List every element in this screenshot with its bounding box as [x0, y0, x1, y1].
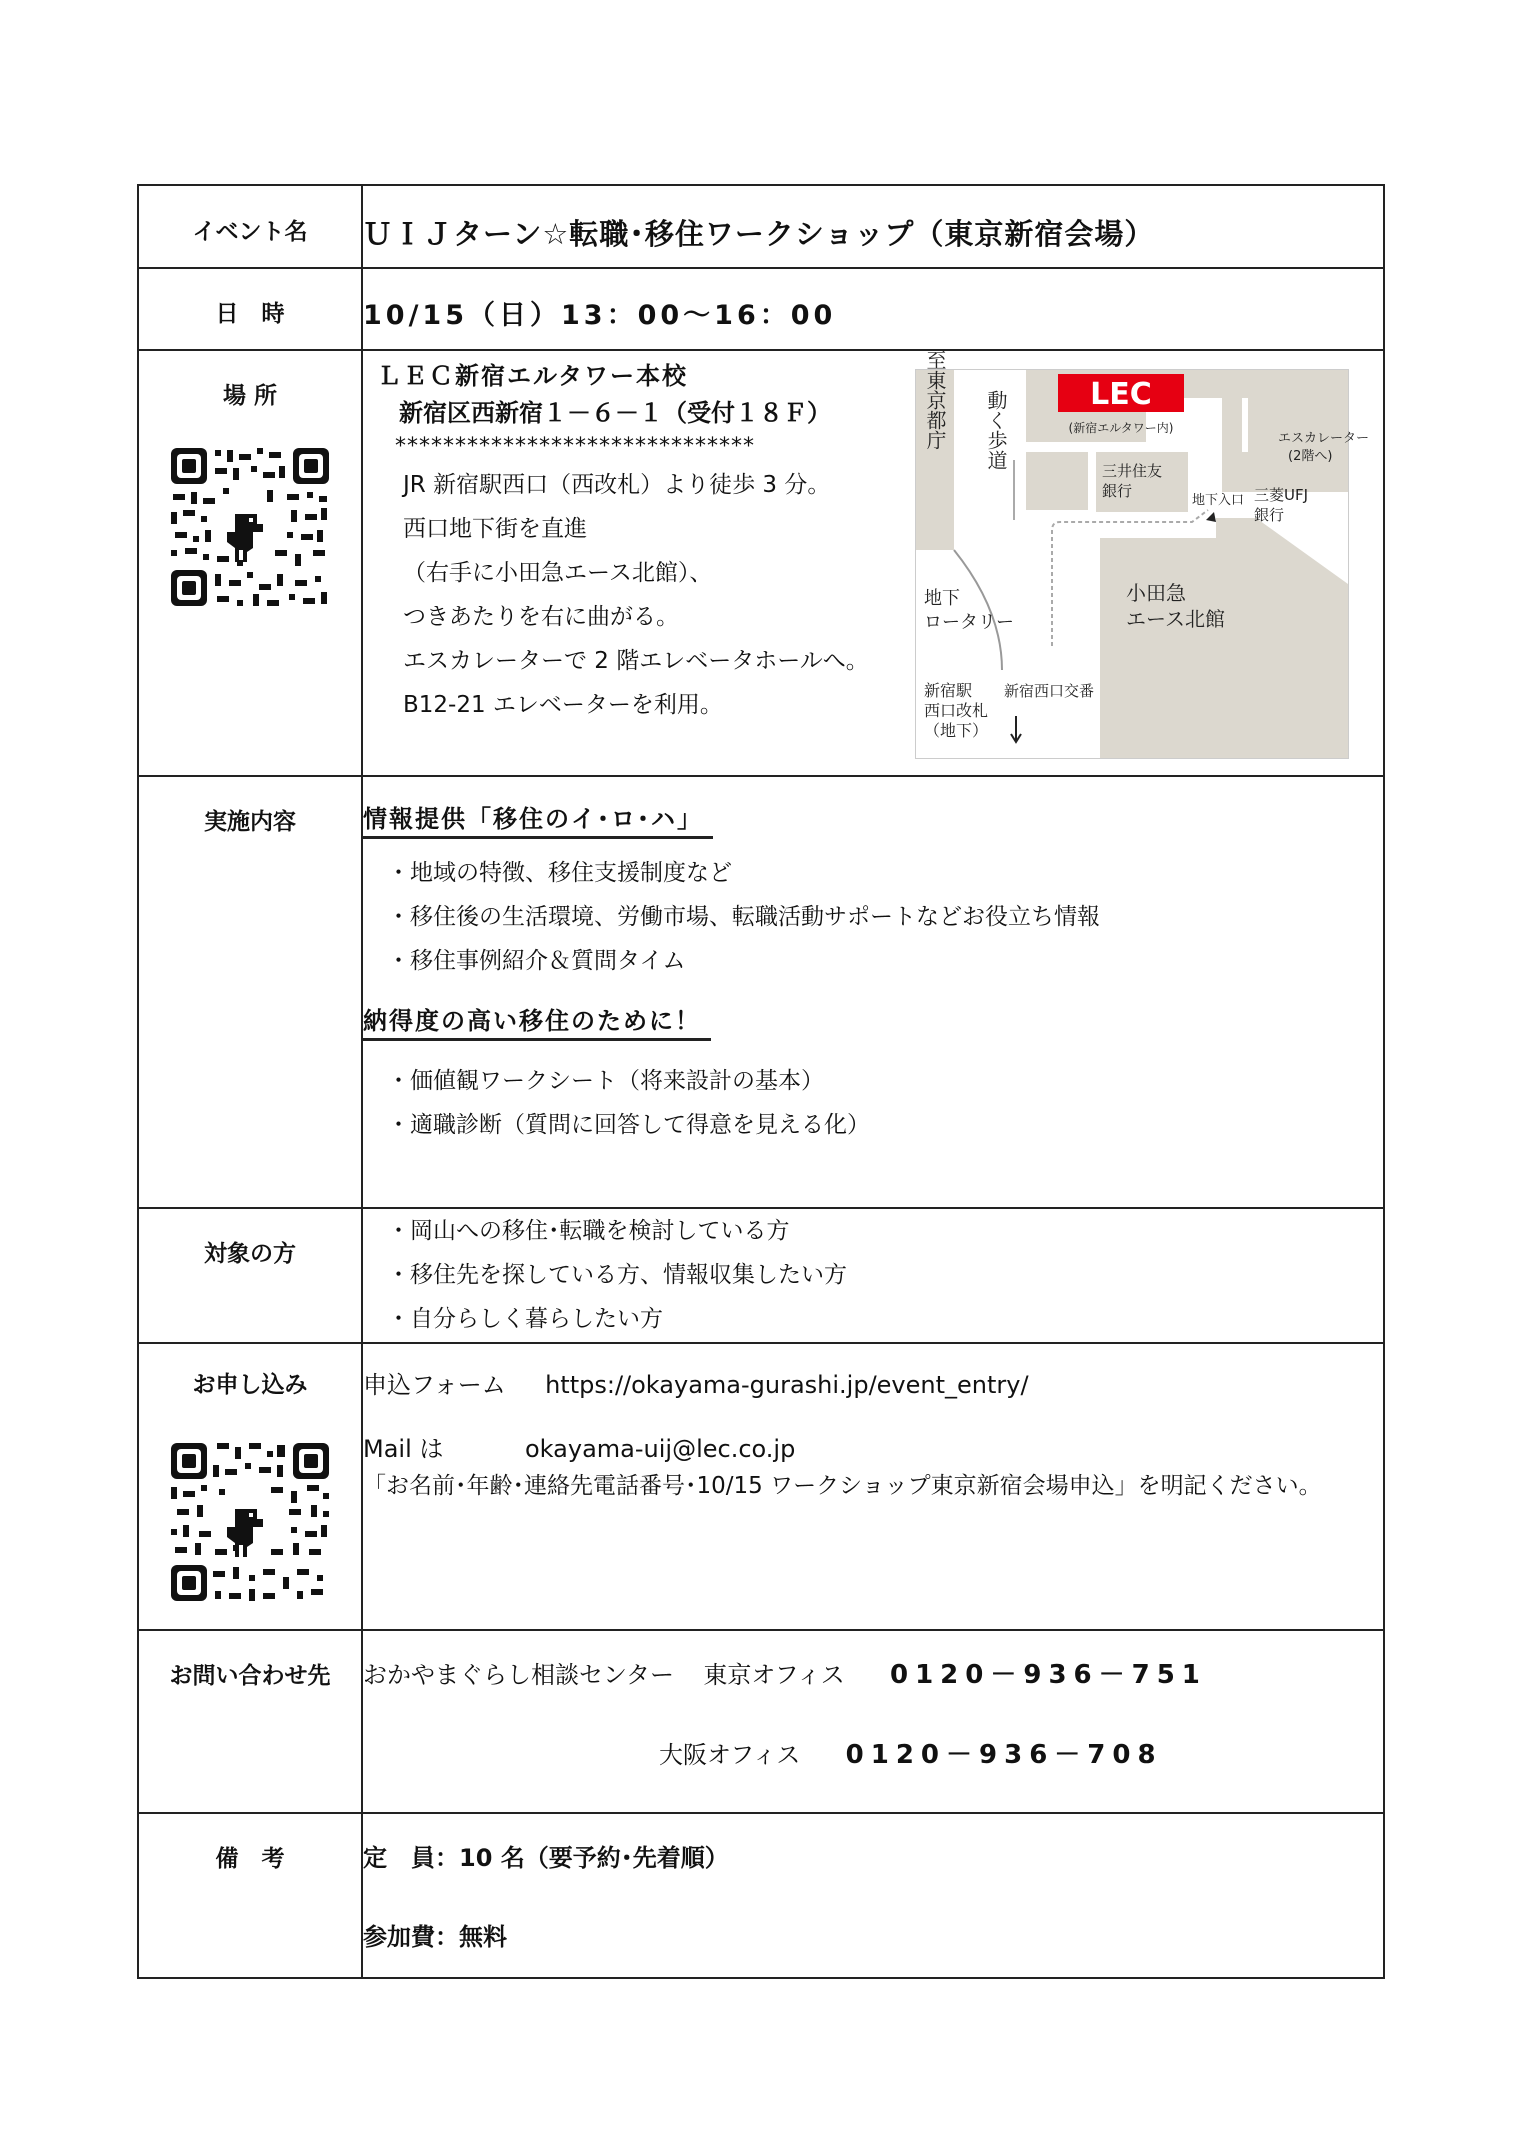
apply-form-line: [363, 1344, 1383, 1406]
direction-line-4: つきあたりを右に曲がる。: [403, 604, 679, 630]
direction-line-6: B12-21 エレベーターを利用。: [403, 692, 723, 718]
content-heading-2: 納得度の高い移住のために！: [363, 1001, 711, 1041]
map-label-odakyu-ace: エース北館: [1126, 607, 1225, 631]
map-label-escalator: エスカレーター: [1278, 431, 1370, 446]
label-contact: [138, 1630, 362, 1813]
place-cell: [362, 350, 1384, 776]
notes-capacity: 定 員：10 名（要予約･先着順）: [363, 1844, 729, 1872]
target-cell: [362, 1208, 1384, 1343]
notes-cell: [362, 1813, 1384, 1978]
lec-logo-sub: (新宿エルタワー内): [1068, 421, 1174, 435]
label-datetime: [138, 268, 362, 350]
label-target-text: 対象の方: [204, 1241, 296, 1267]
separator-stars: ******************************: [395, 434, 755, 459]
target-item-3: ・自分らしく暮らしたい方: [387, 1306, 663, 1332]
map-block-small: [1026, 452, 1088, 510]
map-label-mufg: 三菱UFJ: [1254, 486, 1309, 504]
content-heading-1: 情報提供「移住のイ･ロ･ハ」: [363, 799, 713, 839]
label-content: [138, 776, 362, 1208]
access-map: [915, 350, 1370, 759]
label-target: [138, 1208, 362, 1343]
label-event-name: [138, 185, 362, 268]
event-title: ＵＩＪターン☆転職･移住ワークショップ（東京新宿会場）: [363, 217, 1155, 251]
label-apply-text: お申し込み: [192, 1372, 308, 1398]
map-label-rotary-2: ロータリー: [924, 612, 1014, 633]
contact-tokyo-label: 東京オフィス: [703, 1661, 845, 1689]
content-cell: [362, 776, 1384, 1208]
apply-mail-line: [363, 1406, 1383, 1470]
event-title-cell: [362, 185, 1384, 268]
venue-name: ＬＥＣ新宿エルタワー本校: [377, 362, 689, 390]
apply-mail-address[interactable]: okayama-uij@lec.co.jp: [525, 1435, 796, 1463]
label-notes: [138, 1813, 362, 1978]
contact-osaka-tel[interactable]: 0120－936－708: [845, 1740, 1163, 1770]
place-content: [363, 351, 1383, 775]
qr-code-apply[interactable]: [167, 1439, 333, 1605]
label-event-name-text: イベント名: [192, 219, 308, 245]
map-label-mitsui: 三井住友: [1102, 462, 1163, 480]
label-apply: [138, 1343, 362, 1630]
target-item-1: ・岡山への移住･転職を検討している方: [387, 1218, 790, 1244]
target-item-2: ・移住先を探している方、情報収集したい方: [387, 1262, 847, 1288]
event-info-table: [137, 184, 1385, 1979]
content-item-3: ・移住事例紹介＆質問タイム: [387, 948, 686, 974]
map-label-rotary-1: 地下: [924, 588, 960, 609]
direction-line-1: JR 新宿駅西口（西改札）より徒歩 3 分。: [403, 472, 831, 498]
map-label-underground-entrance: 地下入口: [1192, 493, 1245, 508]
venue-address: 新宿区西新宿１－６－１（受付１８Ｆ）: [399, 399, 831, 427]
content-block: [363, 777, 1383, 1147]
apply-form-url[interactable]: https://okayama-gurashi.jp/event_entry/: [545, 1371, 1029, 1399]
contact-tokyo-line: [363, 1631, 1383, 1697]
content-item-5: ・適職診断（質問に回答して得意を見える化）: [387, 1112, 870, 1138]
direction-line-5: エスカレーターで 2 階エレベータホールへ。: [403, 648, 869, 674]
map-label-koban: 新宿西口交番: [1004, 682, 1095, 700]
label-notes-text: 備 考: [215, 1846, 285, 1872]
content-item-2: ・移住後の生活環境、労働市場、転職活動サポートなどお役立ち情報: [387, 904, 1100, 930]
apply-form-label: 申込フォーム: [363, 1371, 506, 1399]
label-contact-text: お問い合わせ先: [169, 1663, 331, 1689]
lec-logo: LEC: [1090, 377, 1152, 412]
map-label-odakyu: 小田急: [1126, 581, 1186, 605]
contact-osaka-line: [363, 1697, 1383, 1777]
map-label-walkway: 動く歩道: [984, 390, 1008, 470]
map-label-tocho: 至東京都庁: [923, 350, 947, 450]
label-place-text: 場 所: [222, 383, 277, 409]
map-label-mitsui-bank: 銀行: [1102, 482, 1133, 500]
contact-cell: [362, 1630, 1384, 1813]
content-item-4: ・価値観ワークシート（将来設計の基本）: [387, 1068, 824, 1094]
event-datetime: 10/15（日）13：00～16：00: [363, 300, 837, 331]
contact-osaka-label: 大阪オフィス: [659, 1741, 801, 1769]
qr-code-map[interactable]: [167, 444, 333, 610]
direction-line-3: （右手に小田急エース北館）、: [403, 560, 713, 586]
apply-note: 「お名前･年齢･連絡先電話番号･10/15 ワークショップ東京新宿会場申込」を明記ください。: [363, 1473, 1322, 1499]
map-label-station-3: （地下）: [924, 721, 989, 740]
label-place: [138, 350, 362, 776]
notes-fee: 参加費：無料: [363, 1923, 507, 1951]
apply-cell: [362, 1343, 1384, 1630]
label-content-text: 実施内容: [204, 809, 296, 835]
contact-center-name: おかやまぐらし相談センター: [363, 1661, 675, 1689]
map-label-station-1: 新宿駅: [924, 681, 973, 700]
datetime-cell: [362, 268, 1384, 350]
label-datetime-text: 日 時: [215, 301, 285, 327]
map-label-escalator-sub: (2階へ): [1288, 449, 1333, 464]
map-label-mufg-bank: 銀行: [1254, 506, 1285, 524]
map-block-escalator: [1222, 390, 1242, 452]
direction-line-2: 西口地下街を直進: [403, 516, 587, 542]
contact-tokyo-tel[interactable]: 0120－936－751: [889, 1660, 1207, 1690]
place-text-block: [377, 357, 897, 727]
content-item-1: ・地域の特徴、移住支援制度など: [387, 860, 732, 886]
apply-mail-label: Mail は: [363, 1435, 444, 1463]
map-label-station-2: 西口改札: [924, 701, 989, 720]
